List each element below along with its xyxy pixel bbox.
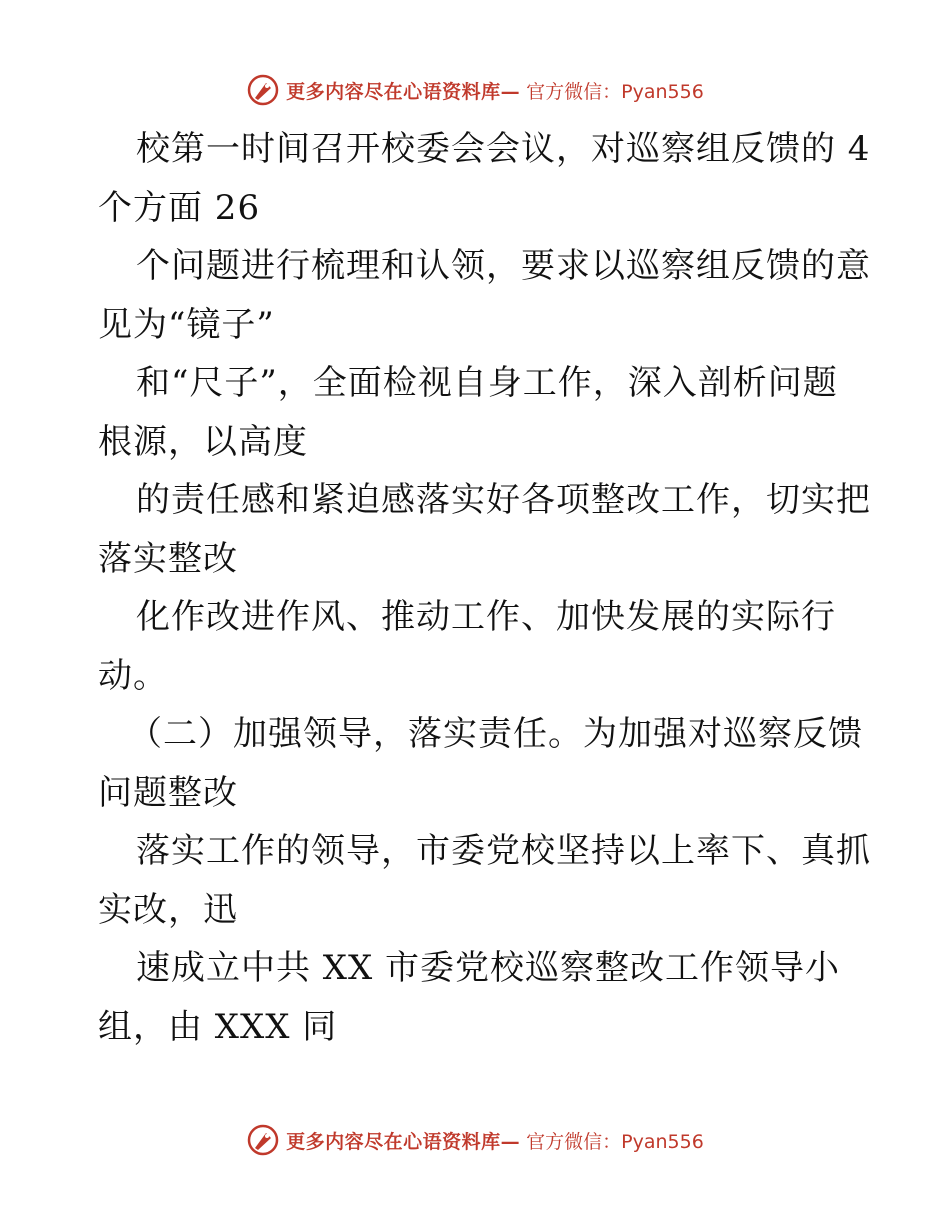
body-line: 组，由 XXX 同 <box>98 1006 338 1047</box>
body-line: 校第一时间召开校委会会议，对巡察组反馈的 4 <box>136 129 871 169</box>
footer-watermark <box>0 1120 950 1160</box>
document-body <box>98 120 871 1056</box>
body-line: 化作改进作风、推动工作、加快发展的实际行 <box>136 597 836 637</box>
body-line: 见为“镜子” <box>98 304 275 345</box>
body-line: 的责任感和紧迫感落实好各项整改工作，切实把 <box>136 480 871 520</box>
watermark-brand-text: 更多内容尽在心语资料库— <box>286 80 521 103</box>
body-line: 个问题进行梳理和认领，要求以巡察组反馈的意 <box>136 246 871 286</box>
body-line: 根源，以高度 <box>98 421 308 462</box>
body-line: 问题整改 <box>98 772 238 813</box>
body-line: 个方面 26 <box>98 187 261 228</box>
pen-nib-logo-icon <box>246 1123 280 1157</box>
pen-nib-logo-icon <box>246 73 280 107</box>
body-line: 速成立中共 XX 市委党校巡察整改工作领导小 <box>136 948 841 988</box>
body-line: 落实工作的领导，市委党校坚持以上率下、真抓 <box>136 831 871 871</box>
body-line: 和“尺子”，全面检视自身工作，深入剖析问题 <box>136 363 838 403</box>
section-heading-line: （二）加强领导，落实责任。为加强对巡察反馈 <box>128 714 863 754</box>
watermark-brand-text: 更多内容尽在心语资料库— <box>286 1130 521 1153</box>
body-line: 实改，迅 <box>98 889 238 930</box>
watermark-contact-text: 官方微信：Pyan556 <box>526 80 704 103</box>
body-line: 动。 <box>98 655 168 696</box>
body-line: 落实整改 <box>98 538 238 579</box>
header-watermark <box>0 70 950 110</box>
watermark-contact-text: 官方微信：Pyan556 <box>526 1130 704 1153</box>
